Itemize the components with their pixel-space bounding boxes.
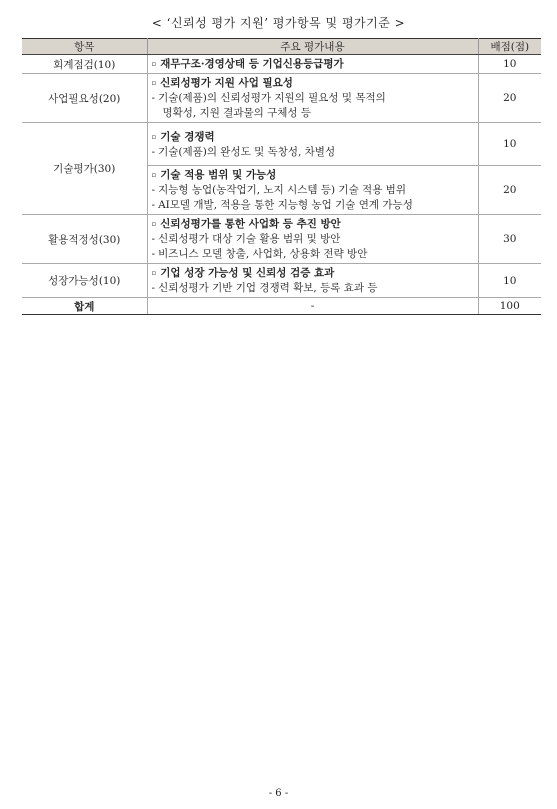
content-heading: ▫ 신뢰성평가 지원 사업 필요성 xyxy=(151,77,293,89)
content-detail: - 비즈니스 모델 창출, 사업화, 상용화 전략 방안 xyxy=(151,248,368,260)
table-row xyxy=(22,264,541,298)
score-cell: 10 xyxy=(478,55,541,74)
square-bullet-icon: ▫ xyxy=(151,59,157,68)
score-cell: 30 xyxy=(478,215,541,264)
score-cell: 10 xyxy=(478,264,541,298)
square-bullet-icon: ▫ xyxy=(151,268,157,277)
content-detail: 명확성, 지원 결과물의 구체성 등 xyxy=(162,107,312,119)
table-header-row xyxy=(22,39,541,55)
content-cell xyxy=(147,55,478,74)
content-detail: - 기술(제품)의 신뢰성평가 지원의 필요성 및 목적의 xyxy=(151,92,386,104)
content-cell xyxy=(147,123,478,166)
content-detail: - 신뢰성평가 기반 기업 경쟁력 확보, 등록 효과 등 xyxy=(151,282,378,294)
content-cell xyxy=(147,264,478,298)
page-number: - 6 - xyxy=(268,788,289,799)
square-bullet-icon: ▫ xyxy=(151,170,157,179)
content-detail: - 신뢰성평가 대상 기술 활용 범위 및 방안 xyxy=(151,233,341,245)
content-heading: ▫ 신뢰성평가를 통한 사업화 등 추진 방안 xyxy=(151,218,341,230)
content-cell xyxy=(147,215,478,264)
content-detail: - 지능형 농업(농작업기, 노지 시스템 등) 기술 적용 범위 xyxy=(151,184,406,196)
page-title: < ‘신뢰성 평가 지원’ 평가항목 및 평가기준 > xyxy=(151,16,406,30)
category-cell: 기술평가(30) xyxy=(22,123,147,215)
square-bullet-icon: ▫ xyxy=(151,78,157,87)
total-row xyxy=(22,298,541,315)
table-row xyxy=(22,215,541,264)
square-bullet-icon: ▫ xyxy=(151,219,157,228)
score-cell: 20 xyxy=(478,166,541,215)
total-score: 100 xyxy=(478,298,541,315)
content-heading: ▫ 기술 적용 범위 및 가능성 xyxy=(151,169,277,181)
score-cell: 10 xyxy=(478,123,541,166)
total-label: 합계 xyxy=(22,298,147,315)
total-content: - xyxy=(147,298,478,315)
content-heading: ▫ 기술 경쟁력 xyxy=(151,130,215,143)
score-cell: 20 xyxy=(478,74,541,123)
category-cell: 회계점검(10) xyxy=(22,55,147,74)
content-cell xyxy=(147,166,478,215)
square-bullet-icon: ▫ xyxy=(151,131,157,141)
column-header-content: 주요 평가내용 xyxy=(147,39,478,55)
table-row xyxy=(22,74,541,123)
table-row xyxy=(22,55,541,74)
column-header-category: 항목 xyxy=(22,39,147,55)
table-row xyxy=(22,123,541,166)
column-header-score: 배점(점) xyxy=(478,39,541,55)
content-detail: - 기술(제품)의 완성도 및 독창성, 차별성 xyxy=(151,145,336,158)
category-cell: 성장가능성(10) xyxy=(22,264,147,298)
evaluation-table xyxy=(22,38,541,315)
category-cell: 사업필요성(20) xyxy=(22,74,147,123)
content-detail: - AI모델 개발, 적용을 통한 지능형 농업 기술 연계 가능성 xyxy=(151,199,413,211)
content-heading: ▫ 재무구조·경영상태 등 기업신용등급평가 xyxy=(151,58,344,70)
content-cell xyxy=(147,74,478,123)
category-cell: 활용적정성(30) xyxy=(22,215,147,264)
content-heading: ▫ 기업 성장 가능성 및 신뢰성 검증 효과 xyxy=(151,267,335,279)
